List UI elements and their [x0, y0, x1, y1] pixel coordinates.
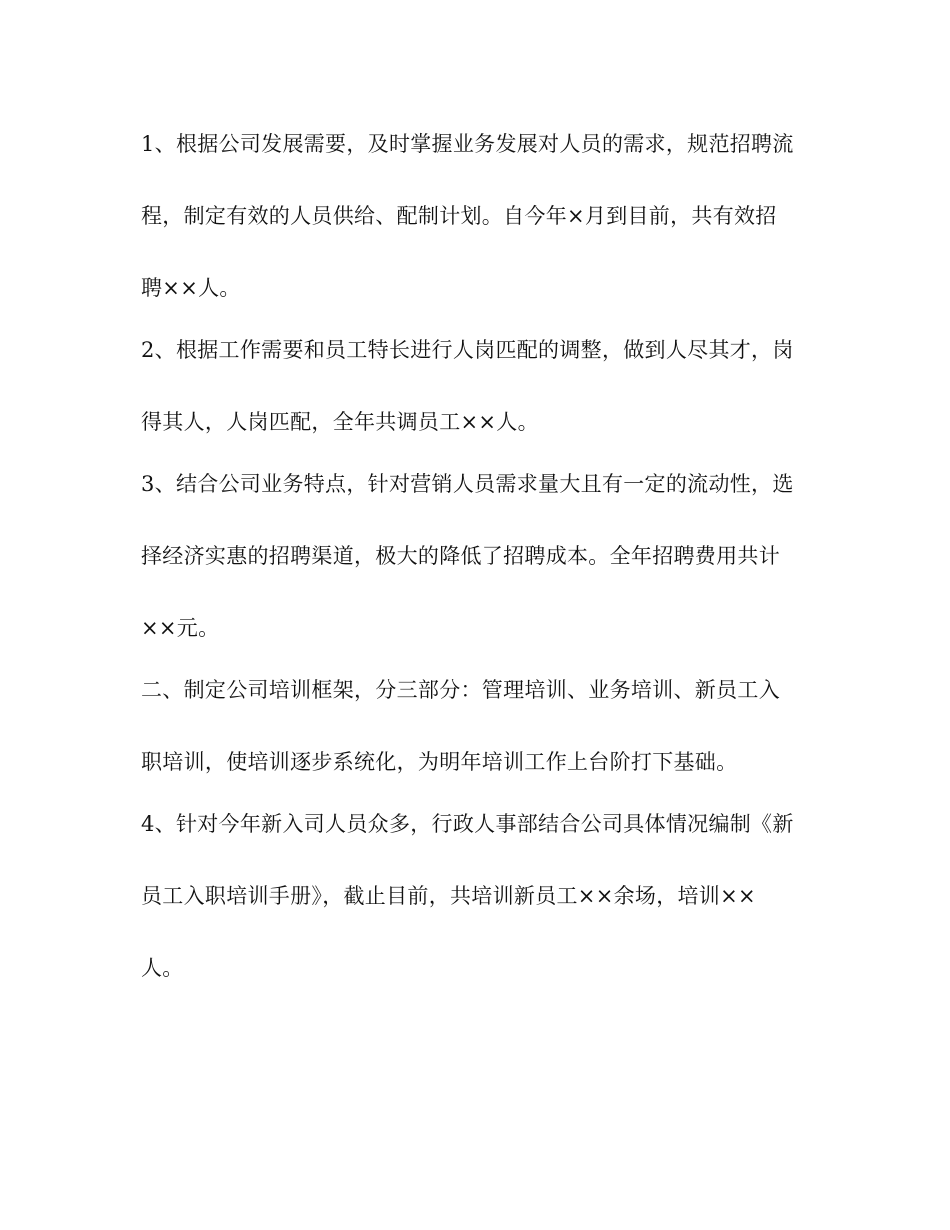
text-line: 1、根据公司发展需要，及时掌握业务发展对人员的需求，规范招聘流 [141, 132, 794, 156]
text-line: 员工入职培训手册》，截止目前，共培训新员工××余场，培训×× [141, 884, 756, 908]
text-line: 二、制定公司培训框架，分三部分：管理培训、业务培训、新员工入 [141, 678, 780, 702]
text-line: 聘××人。 [141, 276, 241, 300]
text-line: 程，制定有效的人员供给、配制计划。自今年×月到目前，共有效招 [141, 204, 777, 228]
text-line: ××元。 [141, 616, 220, 640]
text-line: 择经济实惠的招聘渠道，极大的降低了招聘成本。全年招聘费用共计 [141, 544, 780, 568]
text-line: 4、针对今年新入司人员众多，行政人事部结合公司具体情况编制《新 [141, 812, 794, 836]
text-line: 人。 [141, 956, 184, 980]
text-line: 2、根据工作需要和员工特长进行人岗匹配的调整，做到人尽其才，岗 [141, 338, 794, 362]
text-line: 得其人，人岗匹配，全年共调员工××人。 [141, 410, 539, 434]
text-line: 3、结合公司业务特点，针对营销人员需求量大且有一定的流动性，选 [141, 472, 794, 496]
text-line: 职培训，使培训逐步系统化，为明年培训工作上台阶打下基础。 [141, 750, 738, 774]
